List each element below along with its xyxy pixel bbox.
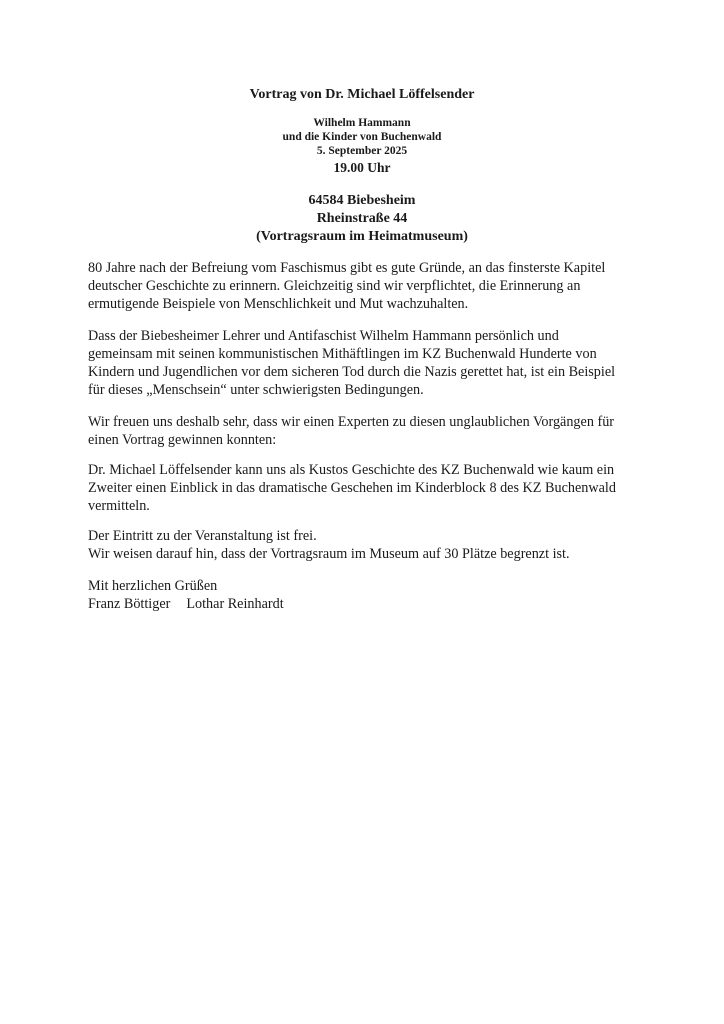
paragraph-line: gemeinsam mit seinen kommunistischen Mithäftlingen im KZ Buchenwald Hunderte von [88, 346, 597, 362]
paragraph-line: Wir weisen darauf hin, dass der Vortragsraum im Museum auf 30 Plätze begrenzt ist. [88, 546, 570, 562]
location-room: (Vortragsraum im Heimatmuseum) [256, 229, 468, 244]
event-time: 19.00 Uhr [333, 160, 391, 175]
paragraph-line: Der Eintritt zu der Veranstaltung ist frei. [88, 528, 317, 544]
subject-line-2: und die Kinder von Buchenwald [282, 131, 442, 143]
paragraph-line: ermutigende Beispiele von Menschlichkeit und Mut wachzuhalten. [88, 296, 469, 312]
paragraph-line: Wir freuen uns deshalb sehr, dass wir einen Experten zu diesen unglaublichen Vorgängen für [88, 414, 615, 430]
paragraph-line: vermitteln. [88, 498, 150, 514]
event-date: 5. September 2025 [316, 145, 408, 157]
signer-lothar-reinhardt: Lothar Reinhardt [186, 596, 284, 612]
location-city: 64584 Biebesheim [308, 193, 416, 208]
paragraph-line: Zweiter einen Einblick in das dramatische Geschehen im Kinderblock 8 des KZ Buchenwald [88, 480, 616, 496]
paragraph-admission [88, 527, 648, 563]
lecture-subject-block [0, 116, 724, 158]
lecture-title [0, 86, 724, 104]
closing-greeting: Mit herzlichen Grüßen [88, 578, 218, 594]
paragraph-line: Dass der Biebesheimer Lehrer und Antifaschist Wilhelm Hammann persönlich und [88, 328, 559, 344]
paragraph-intro [88, 259, 648, 313]
event-time-block [0, 159, 724, 177]
signer-franz-boettiger: Franz Böttiger [88, 596, 171, 612]
closing-block [88, 577, 648, 613]
paragraph-speaker [88, 461, 648, 515]
lecture-title-text: Vortrag von Dr. Michael Löffelsender [249, 87, 475, 102]
paragraph-line: deutscher Geschichte zu erinnern. Gleichzeitig sind wir verpflichtet, die Erinnerung an [88, 278, 581, 294]
subject-line-1: Wilhelm Hammann [313, 117, 411, 129]
signers-line [88, 595, 648, 613]
paragraph-line: für dieses „Menschsein“ unter schwierigsten Bedingungen. [88, 382, 424, 398]
location-street: Rheinstraße 44 [316, 211, 408, 226]
paragraph-line: einen Vortrag gewinnen konnten: [88, 432, 277, 448]
paragraph-expert [88, 413, 648, 449]
paragraph-line: Kindern und Jugendlichen vor dem sicheren Tod durch die Nazis gerettet hat, ist ein Beispiel [88, 364, 616, 380]
paragraph-line: Dr. Michael Löffelsender kann uns als Kustos Geschichte des KZ Buchenwald wie kaum ein [88, 462, 615, 478]
event-location-block [0, 192, 724, 246]
paragraph-hammann [88, 327, 648, 399]
paragraph-line: 80 Jahre nach der Befreiung vom Faschismus gibt es gute Gründe, an das finsterste Kapitel [88, 260, 606, 276]
